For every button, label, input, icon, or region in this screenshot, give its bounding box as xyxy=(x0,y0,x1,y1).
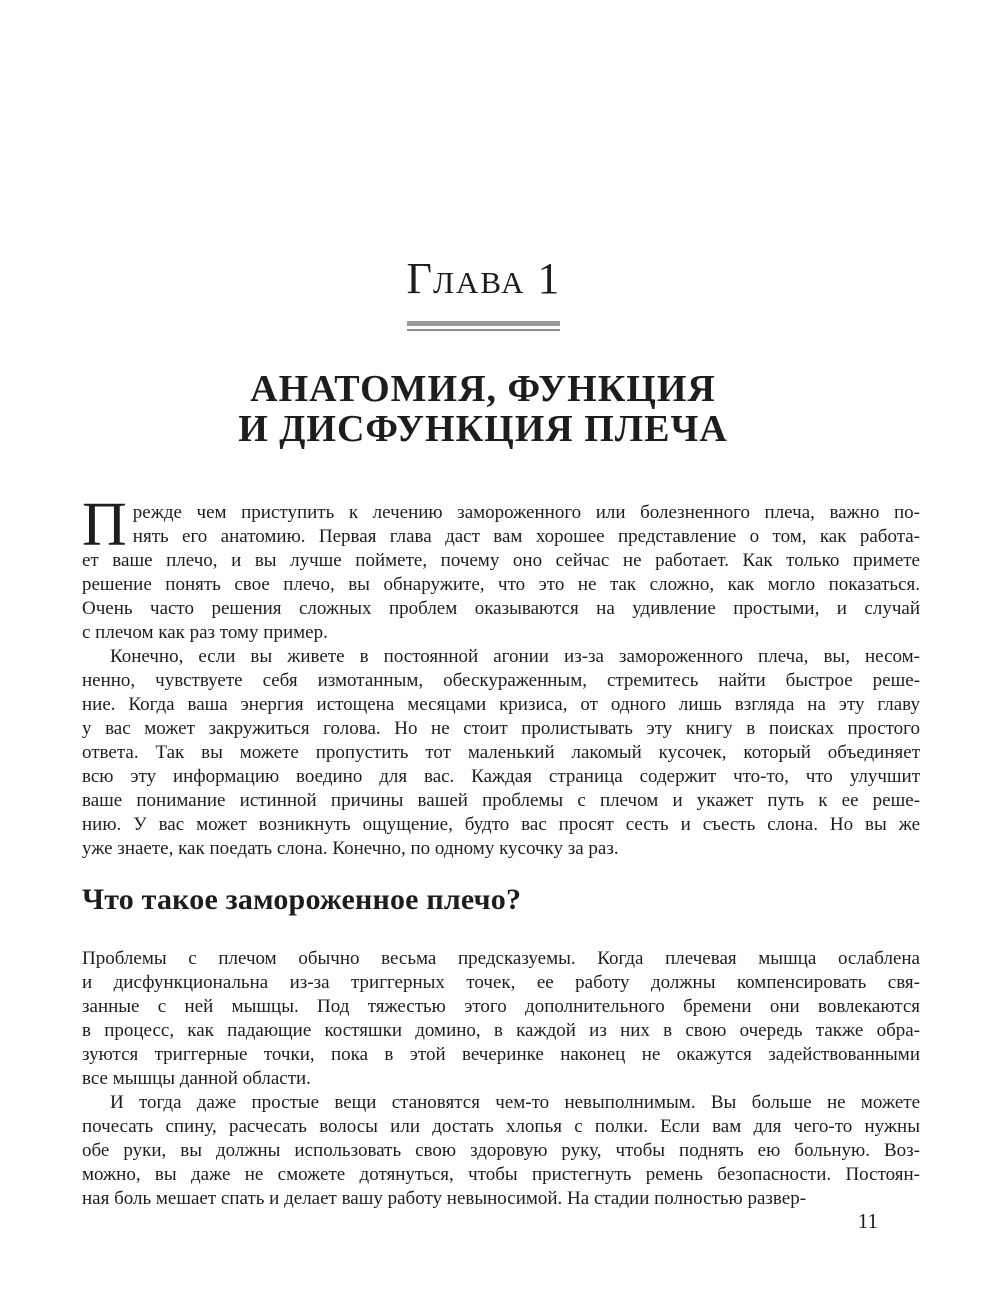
chapter-title-line-1: АНАТОМИЯ, ФУНКЦИЯ xyxy=(250,368,716,410)
text-line: всю эту информацию воедино для вас. Каждая страница содержит что-то, что улучшит xyxy=(82,766,920,787)
chapter-number: 1 xyxy=(537,254,560,303)
text-line: уже знаете, как поедать слона. Конечно, по одному кусочку за раз. xyxy=(82,838,619,859)
rule-thin-line xyxy=(407,329,560,331)
text-line: можно, вы даже не сможете дотянуться, чтобы пристегнуть ремень безопасности. Постоян- xyxy=(82,1164,920,1185)
paragraph xyxy=(82,1091,920,1211)
chapter-header xyxy=(64,251,902,331)
text-line: у вас может закружиться голова. Но не стоит пролистывать эту книгу в поисках простого xyxy=(82,718,920,739)
text-line: нию. У вас может возникнуть ощущение, будто вас просят сесть и съесть слона. Но вы же xyxy=(82,814,920,835)
text-line: ответа. Так вы можете пропустить тот маленький лакомый кусочек, который объединяет xyxy=(82,742,920,763)
chapter-label xyxy=(64,251,902,317)
chapter-label-initial: Г xyxy=(406,254,433,303)
section-heading: Что такое замороженное плечо? xyxy=(82,883,522,916)
text-line: ет ваше плечо, и вы лучше поймете, почему оно сейчас не работает. Как только примете xyxy=(82,550,920,571)
text-line: решение понять свое плечо, вы обнаружите, что это не так сложно, как могло показаться. xyxy=(82,574,920,595)
intro-paragraphs xyxy=(82,491,920,861)
text-line: с плечом как раз тому пример. xyxy=(82,622,328,643)
text-line: Конечно, если вы живете в постоянной агонии из-за замороженного плеча, вы, несом- xyxy=(110,646,920,667)
text-line: ная боль мешает спать и делает вашу работу невыносимой. На стадии полностью развер- xyxy=(82,1188,807,1209)
paragraph xyxy=(82,645,920,861)
text-line: в процесс, как падающие костяшки домино, в каждой из них в свою очередь также обра- xyxy=(82,1020,920,1041)
text-line: режде чем приступить к лечению замороженного или болезненного плеча, важно по- xyxy=(132,502,920,523)
text-line: Очень часто решения сложных проблем оказываются на удивление простыми, и случай xyxy=(82,598,920,619)
text-line: обе руки, вы должны использовать свою здоровую руку, чтобы поднять ею больную. Воз- xyxy=(82,1140,920,1161)
paragraph xyxy=(82,947,920,1091)
text-line: все мышцы данной области. xyxy=(82,1068,311,1089)
dropcap: П xyxy=(82,491,127,559)
text-line: занные с ней мышцы. Под тяжестью этого дополнительного бремени они вовлекаются xyxy=(82,996,920,1017)
chapter-title-line-2: И ДИСФУНКЦИЯ ПЛЕЧА xyxy=(238,408,728,450)
paragraph xyxy=(82,491,920,645)
text-line: ние. Когда ваша энергия истощена месяцами кризиса, от одного лишь взгляда на эту главу xyxy=(82,694,920,715)
text-line: ненно, чувствуете себя измотанным, обескураженным, стремитесь найти быстрое реше- xyxy=(82,670,920,691)
rule-thick-line xyxy=(407,321,560,326)
text-line: и дисфункциональна из-за триггерных точек, ее работу должны компенсировать свя- xyxy=(82,972,920,993)
chapter-label-rest: ЛАВА xyxy=(432,265,526,300)
chapter-rule xyxy=(407,321,560,331)
text-line: зуются триггерные точки, пока в этой вечеринке наконец не окажутся задействованными xyxy=(82,1044,920,1065)
text-line: нять его анатомию. Первая глава даст вам хорошее представление о том, как работа- xyxy=(132,526,920,547)
chapter-title xyxy=(64,369,902,449)
page-number: 11 xyxy=(857,1209,878,1233)
text-line: почесать спину, расчесать волосы или достать хлопья с полки. Если вам для чего-то нужны xyxy=(82,1116,920,1137)
section-paragraphs xyxy=(82,947,920,1211)
text-line: Проблемы с плечом обычно весьма предсказуемы. Когда плечевая мышца ослаблена xyxy=(82,948,920,969)
text-line: ваше понимание истинной причины вашей проблемы с плечом и укажет путь к ее реше- xyxy=(82,790,920,811)
text-line: И тогда даже простые вещи становятся чем-то невыполнимым. Вы больше не можете xyxy=(110,1092,920,1113)
